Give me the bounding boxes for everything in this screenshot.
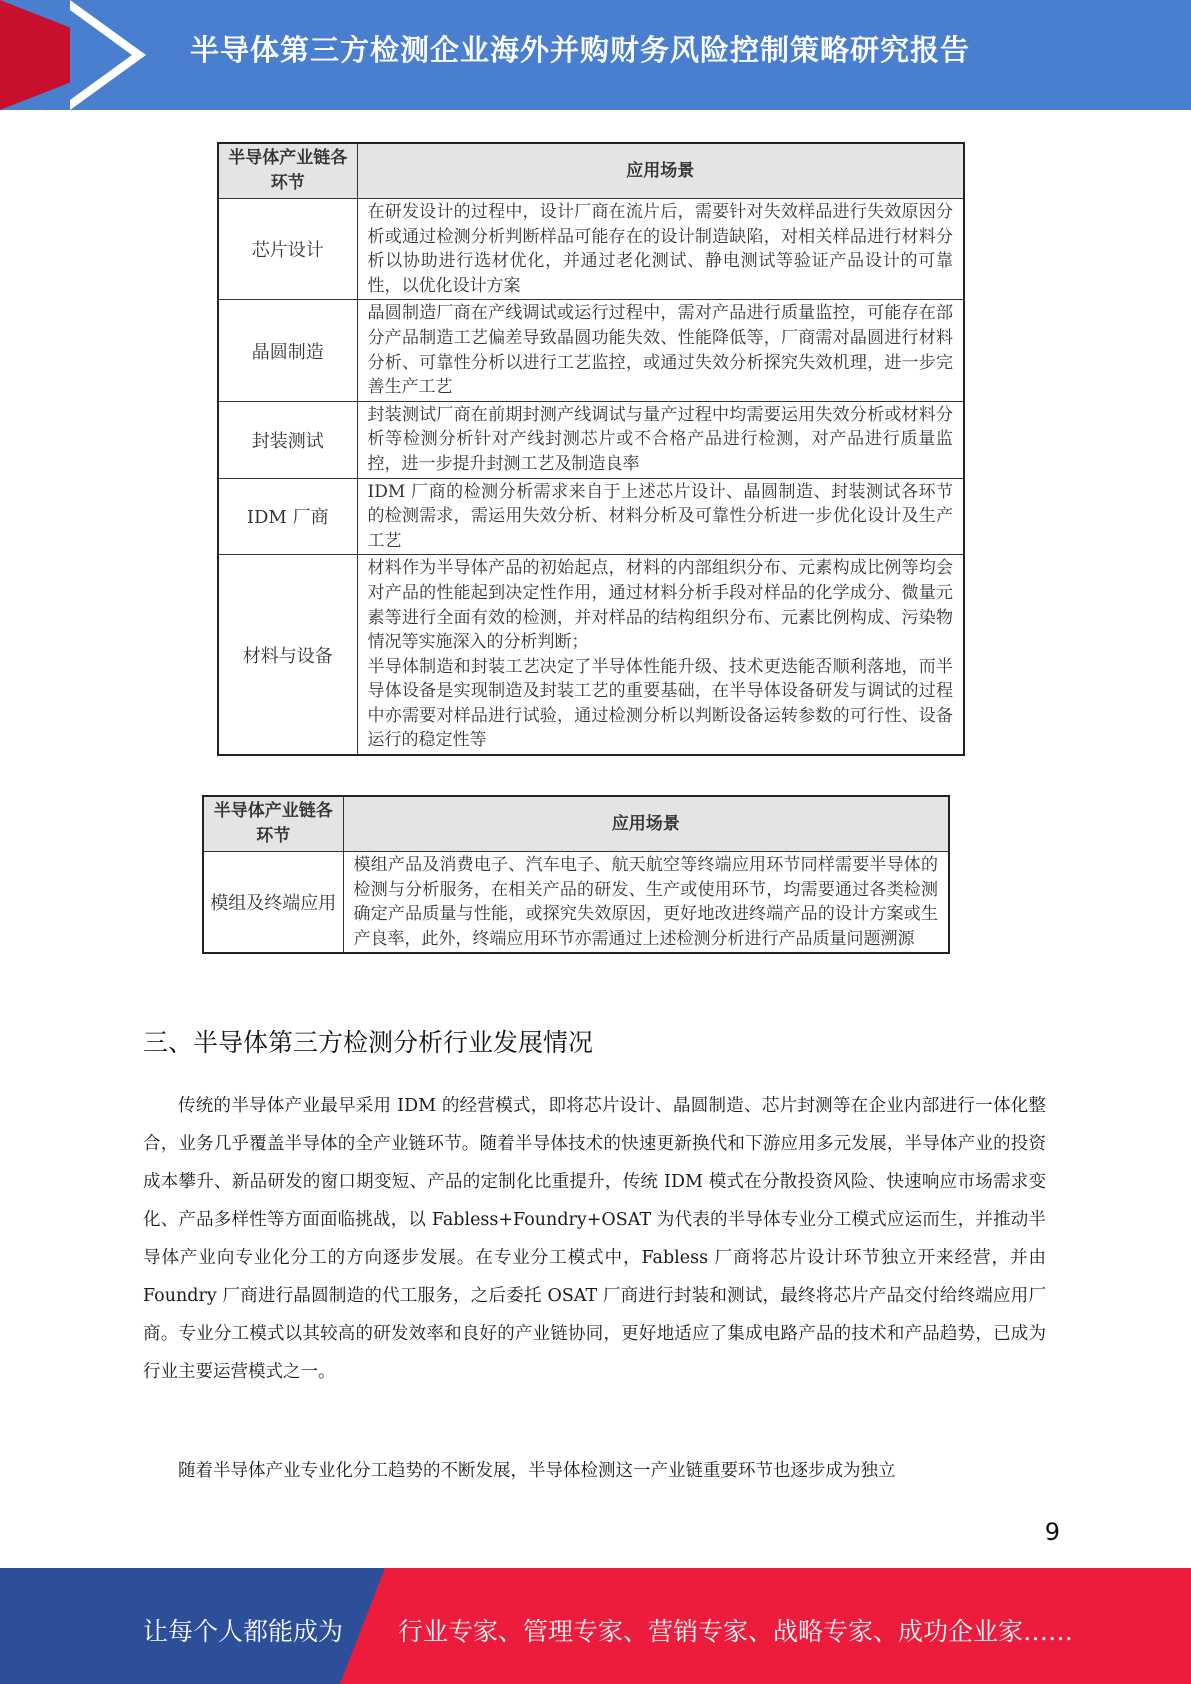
scenario-cell bbox=[357, 555, 964, 755]
scenario-cell: 封装测试厂商在前期封测产线调试与量产过程中均需要运用失效分析或材料分析等检测分析针对产线封测芯片或不合格产品进行检测，对产品进行质量监控，进一步提升封测工艺及制造良率 bbox=[357, 401, 964, 478]
table-row bbox=[218, 401, 964, 478]
scenario-text: 半导体制造和封装工艺决定了半导体性能升级、技术更迭能否顺利落地，而半导体设备是实现制造及封装工艺的重要基础，在半导体设备研发与调试的过程中亦需要对样品进行试验，通过检测分析以判断设备运转参数的可行性、设备运行的稳定性等 bbox=[367, 656, 953, 751]
segment-cell: 模组及终端应用 bbox=[203, 852, 343, 954]
segment-header: 半导体产业链各环节 bbox=[218, 143, 357, 199]
table-row bbox=[218, 199, 964, 300]
segment-cell: 封装测试 bbox=[218, 401, 357, 478]
segment-cell: IDM 厂商 bbox=[218, 478, 357, 555]
footer-slogan-left: 让每个人都能成为 bbox=[143, 1617, 344, 1646]
segment-header: 半导体产业链各环节 bbox=[203, 796, 343, 852]
body-paragraph: 传统的半导体产业最早采用 IDM 的经营模式，即将芯片设计、晶圆制造、芯片封测等在企业内部进行一体化整合，业务几乎覆盖半导体的全产业链环节。随着半导体技术的快速更新换代和下游应用多元发展，半导体产业的投资成本攀升、新品研发的窗口期变短、产品的定制化比重提升，传统 IDM 模式在分散投资风险、快速响应市场需求变化、产品多样性等方面面临挑战，以 Fabless+Foundry+OSAT 为代表的半导体专业分工模式应运而生，并推动半导体产业向专业化分工的方向逐步发展。在专业分工模式中，Fabless 厂商将芯片设计环节独立开来经营，并由 Foundry 厂商进行晶圆制造的代工服务，之后委托 OSAT 厂商进行封装和测试，最终将芯片产品交付给终端应用厂商。专业分工模式以其较高的研发效率和良好的产业链协同，更好地适应了集成电路产品的技术和产品趋势，已成为行业主要运营模式之一。 bbox=[143, 1096, 1046, 1382]
table-row bbox=[218, 300, 964, 401]
segment-cell: 材料与设备 bbox=[218, 555, 357, 755]
header-title: 半导体第三方检测企业海外并购财务风险控制策略研究报告 bbox=[190, 33, 971, 67]
application-scenarios-table-continued bbox=[202, 795, 950, 954]
scenario-text: 材料作为半导体产品的初始起点，材料的内部组织分布、元素构成比例等均会对产品的性能起到决定性作用，通过材料分析手段对样品的化学成分、微量元素等进行全面有效的检测，并对样品的结构组织分布、元素比例构成、污染物情况等实施深入的分析判断； bbox=[367, 558, 953, 653]
table-header-row bbox=[203, 796, 949, 852]
footer-blue-slant bbox=[340, 1568, 385, 1684]
page-number: 9 bbox=[1044, 1518, 1060, 1546]
scenario-cell: IDM 厂商的检测分析需求来自于上述芯片设计、晶圆制造、封装测试各环节的检测需求，需运用失效分析、材料分析及可靠性分析进一步优化设计及生产工艺 bbox=[357, 478, 964, 555]
table-row bbox=[218, 555, 964, 755]
segment-cell: 芯片设计 bbox=[218, 199, 357, 300]
table-row bbox=[218, 478, 964, 555]
scenario-header: 应用场景 bbox=[343, 796, 949, 852]
scenario-cell: 在研发设计的过程中，设计厂商在流片后，需要针对失效样品进行失效原因分析或通过检测分析判断样品可能存在的设计制造缺陷，对相关样品进行材料分析以协助进行选材优化，并通过老化测试、静电测试等验证产品设计的可靠性，以优化设计方案 bbox=[357, 199, 964, 300]
segment-cell: 晶圆制造 bbox=[218, 300, 357, 401]
scenario-cell: 晶圆制造厂商在产线调试或运行过程中，需对产品进行质量监控，可能存在部分产品制造工艺偏差导致晶圆功能失效、性能降低等，厂商需对晶圆进行材料分析、可靠性分析以进行工艺监控，或通过失效分析探究失效机理，进一步完善生产工艺 bbox=[357, 300, 964, 401]
footer-slogan-right: 行业专家、管理专家、营销专家、战略专家、成功企业家…… bbox=[398, 1617, 1074, 1646]
scenario-cell: 模组产品及消费电子、汽车电子、航天航空等终端应用环节同样需要半导体的检测与分析服务，在相关产品的研发、生产或使用环节，均需要通过各类检测确定产品质量与性能，或探究失效原因，更好地改进终端产品的设计方案或生产良率，此外，终端应用环节亦需通过上述检测分析进行产品质量问题溯源 bbox=[343, 852, 949, 954]
application-scenarios-table bbox=[217, 142, 965, 756]
header-blue-chevron bbox=[70, 10, 132, 100]
page-footer bbox=[0, 1568, 1191, 1684]
page-header bbox=[0, 0, 1191, 110]
section-title: 三、半导体第三方检测分析行业发展情况 bbox=[143, 1028, 594, 1057]
body-paragraph: 随着半导体产业专业化分工趋势的不断发展，半导体检测这一产业链重要环节也逐步成为独立 bbox=[178, 1461, 896, 1481]
scenario-header: 应用场景 bbox=[357, 143, 964, 199]
table-row bbox=[203, 852, 949, 954]
table-header-row bbox=[218, 143, 964, 199]
